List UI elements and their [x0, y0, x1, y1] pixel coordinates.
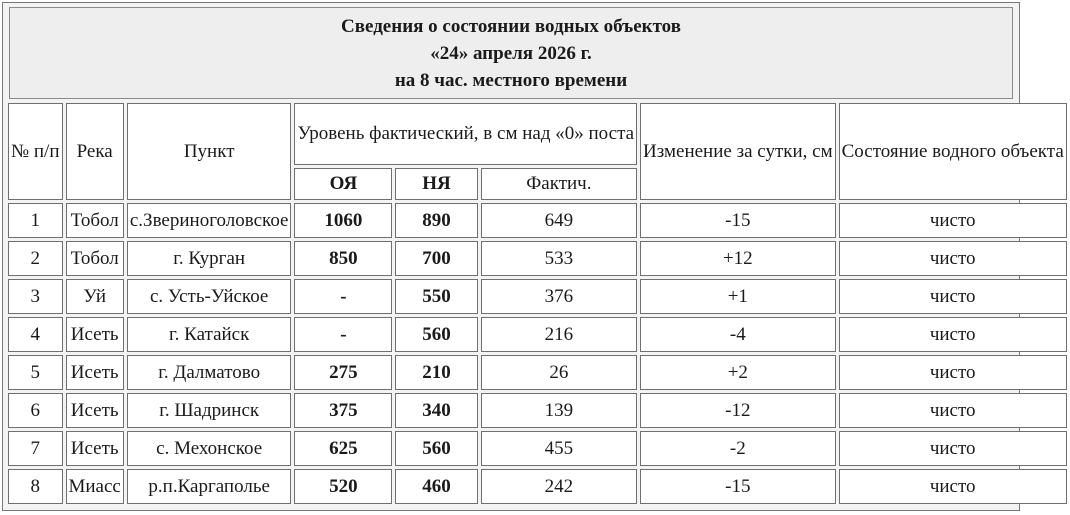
cell-oy: -	[294, 279, 392, 314]
cell-oy: 375	[294, 393, 392, 428]
cell-change: +12	[640, 241, 836, 276]
cell-point: г. Шадринск	[127, 393, 292, 428]
col-header-num: № п/п	[8, 103, 63, 200]
table-body	[8, 203, 1067, 504]
cell-num: 7	[8, 431, 63, 466]
cell-oy: 520	[294, 469, 392, 504]
col-header-point: Пункт	[127, 103, 292, 200]
cell-state: чисто	[839, 431, 1067, 466]
cell-ny: 210	[395, 355, 477, 390]
cell-river: Тобол	[66, 203, 124, 238]
cell-river: Исеть	[66, 355, 124, 390]
title-line-1: Сведения о состоянии водных объектов	[341, 16, 681, 37]
cell-river: Миасс	[66, 469, 124, 504]
header-row	[8, 103, 1067, 165]
cell-change: +2	[640, 355, 836, 390]
col-header-state: Состояние водного объекта	[839, 103, 1067, 200]
table-row	[8, 393, 1067, 428]
table-row	[8, 469, 1067, 504]
cell-fact: 455	[481, 431, 637, 466]
col-header-fact: Фактич.	[481, 168, 637, 200]
col-header-river: Река	[66, 103, 124, 200]
cell-ny: 460	[395, 469, 477, 504]
cell-river: Исеть	[66, 317, 124, 352]
cell-fact: 533	[481, 241, 637, 276]
cell-oy: 1060	[294, 203, 392, 238]
cell-state: чисто	[839, 203, 1067, 238]
cell-fact: 26	[481, 355, 637, 390]
col-header-oy: ОЯ	[294, 168, 392, 200]
cell-ny: 560	[395, 431, 477, 466]
cell-oy: 625	[294, 431, 392, 466]
cell-point: р.п.Каргаполье	[127, 469, 292, 504]
table-row	[8, 317, 1067, 352]
cell-num: 8	[8, 469, 63, 504]
cell-ny: 700	[395, 241, 477, 276]
cell-num: 4	[8, 317, 63, 352]
cell-oy: 850	[294, 241, 392, 276]
table-row	[8, 203, 1067, 238]
cell-river: Исеть	[66, 431, 124, 466]
col-header-ny: НЯ	[395, 168, 477, 200]
cell-change: -2	[640, 431, 836, 466]
cell-oy: 275	[294, 355, 392, 390]
cell-state: чисто	[839, 355, 1067, 390]
cell-river: Исеть	[66, 393, 124, 428]
col-header-change: Изменение за сутки, см	[640, 103, 836, 200]
cell-num: 5	[8, 355, 63, 390]
cell-point: с. Усть-Уйское	[127, 279, 292, 314]
cell-oy: -	[294, 317, 392, 352]
cell-state: чисто	[839, 317, 1067, 352]
cell-change: +1	[640, 279, 836, 314]
cell-point: с. Мехонское	[127, 431, 292, 466]
cell-state: чисто	[839, 279, 1067, 314]
water-levels-table	[5, 100, 1070, 507]
table-row	[8, 355, 1067, 390]
cell-river: Уй	[66, 279, 124, 314]
cell-point: г. Курган	[127, 241, 292, 276]
cell-fact: 376	[481, 279, 637, 314]
cell-state: чисто	[839, 393, 1067, 428]
cell-change: -12	[640, 393, 836, 428]
cell-point: г. Катайск	[127, 317, 292, 352]
cell-state: чисто	[839, 241, 1067, 276]
cell-point: г. Далматово	[127, 355, 292, 390]
cell-num: 6	[8, 393, 63, 428]
cell-num: 3	[8, 279, 63, 314]
cell-change: -15	[640, 469, 836, 504]
title-line-2: «24» апреля 2026 г.	[430, 43, 592, 64]
cell-fact: 242	[481, 469, 637, 504]
cell-point: с.Звериноголовское	[127, 203, 292, 238]
table-row	[8, 279, 1067, 314]
cell-ny: 340	[395, 393, 477, 428]
cell-ny: 550	[395, 279, 477, 314]
report-title	[9, 7, 1013, 99]
table-row	[8, 431, 1067, 466]
cell-state: чисто	[839, 469, 1067, 504]
cell-fact: 139	[481, 393, 637, 428]
cell-num: 1	[8, 203, 63, 238]
cell-river: Тобол	[66, 241, 124, 276]
cell-fact: 216	[481, 317, 637, 352]
cell-fact: 649	[481, 203, 637, 238]
cell-change: -15	[640, 203, 836, 238]
cell-ny: 560	[395, 317, 477, 352]
col-header-level: Уровень фактический, в см над «0» поста	[294, 103, 637, 165]
title-line-3: на 8 час. местного времени	[394, 70, 628, 91]
cell-num: 2	[8, 241, 63, 276]
cell-ny: 890	[395, 203, 477, 238]
cell-change: -4	[640, 317, 836, 352]
table-row	[8, 241, 1067, 276]
